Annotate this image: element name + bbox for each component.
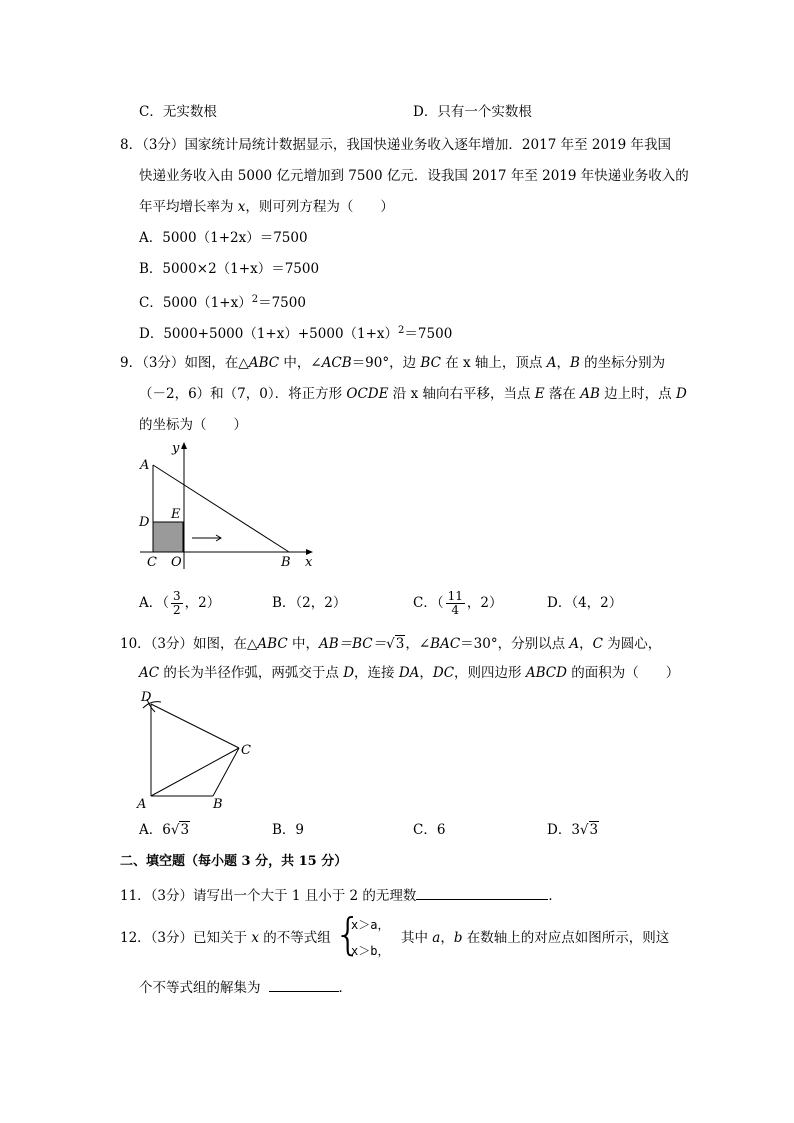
q10-t1c: ，∠ xyxy=(405,636,431,652)
q9-option-a-num: 3 xyxy=(173,589,181,603)
q10-t2e: 的面积为（ ） xyxy=(566,665,680,681)
q8-line-3 xyxy=(139,198,394,216)
q9-option-c-label: C．（ xyxy=(413,595,444,611)
q10-t2c: ，连接 xyxy=(354,665,399,681)
q10-label-b: B xyxy=(213,797,223,812)
q9-t2d: 边上时，点 xyxy=(599,386,676,402)
q10-option-a-pre: A．6 xyxy=(139,822,171,838)
q10-option-a-sqrt: √3 xyxy=(170,822,190,838)
q8-line-1 xyxy=(120,136,671,154)
q12-line-1a xyxy=(120,929,331,947)
q8-option-c xyxy=(139,291,306,312)
q9-option-a-den: 2 xyxy=(173,603,181,617)
q9-t2a: （－2，6）和（7，0）．将正方形 xyxy=(139,386,347,402)
q9-option-c-fraction xyxy=(446,590,465,617)
q9-t2c: 落在 xyxy=(544,386,581,402)
q9-option-b: B．（2，2） xyxy=(272,595,347,611)
q8-option-d-post: ＝7500 xyxy=(404,326,453,342)
q9-option-c-tail: ，2） xyxy=(466,595,503,611)
q8-text-3a: 年平均增长率为 xyxy=(139,199,238,215)
q10-label-a: A xyxy=(137,797,147,812)
q10-option-d-pre: D．3 xyxy=(547,822,580,838)
q9-option-a-tail: ，2） xyxy=(184,595,221,611)
q12-post-b: 在数轴上的对应点如图所示，则这 xyxy=(462,930,670,946)
q12-b: b xyxy=(453,930,463,946)
q12-pre: 已知关于 xyxy=(193,930,252,946)
q9-label-c: C xyxy=(147,555,157,570)
q9-ab: AB xyxy=(580,386,600,402)
q9-option-a-fraction xyxy=(171,590,183,617)
q10-t1b: 中， xyxy=(287,636,319,652)
q9-d: D xyxy=(675,386,687,402)
q9-line-2 xyxy=(139,385,687,403)
q8-number: 8．（3分） xyxy=(120,137,185,153)
q9-t1c: ＝90°，边 xyxy=(351,355,421,371)
q9-line-3: 的坐标为（ ） xyxy=(139,417,247,433)
q12-post-a: 其中 xyxy=(401,930,433,946)
q9-label-b: B xyxy=(281,555,291,570)
q9-label-y: y xyxy=(172,441,180,456)
q10-da: DA xyxy=(398,665,420,681)
q11-end: ． xyxy=(548,888,562,904)
q10-number: 10．（3分） xyxy=(120,636,194,652)
q9-t1b: 中，∠ xyxy=(279,355,322,371)
q9-label-a: A xyxy=(140,458,150,473)
q9-t1d: 在 x 轴上，顶点 xyxy=(440,355,547,371)
q10-label-c: C xyxy=(241,743,251,758)
q9-option-d: D．（4，2） xyxy=(547,595,623,611)
q9-t1a: 如图，在△ xyxy=(184,355,249,371)
q10-a: A xyxy=(569,636,580,652)
q8-option-d-pre: D．5000+5000（1+x）+5000（1+x） xyxy=(139,326,399,342)
q10-line-2 xyxy=(139,664,679,682)
q10-figure xyxy=(133,686,263,814)
q8-option-c-pre: C．5000（1+x） xyxy=(139,295,252,311)
q12-x: x xyxy=(251,930,259,946)
q9-ocde: OCDE xyxy=(346,386,389,402)
q10-radicand: 3 xyxy=(395,636,405,652)
q10-bac: BAC xyxy=(430,636,461,652)
q12-system-brace: { xyxy=(334,909,362,960)
q8-text-1: 国家统计局统计数据显示，我国快递业务收入逐年增加．2017 年至 2019 年我国 xyxy=(184,137,672,153)
q12-end: ． xyxy=(338,980,352,996)
q9-square-ocde xyxy=(153,522,183,552)
section-2-title: 二、填空题（每小题 3 分，共 15 分） xyxy=(120,854,348,869)
q10-option-a-radicand: 3 xyxy=(180,822,190,838)
q10-comma-2: ， xyxy=(419,665,433,681)
q10-d: D xyxy=(343,665,355,681)
q9-figure xyxy=(135,436,325,576)
q9-t2b: 沿 x 轴向右平移，当点 xyxy=(388,386,535,402)
q8-option-a: A．5000（1+2x）＝7500 xyxy=(139,230,308,246)
q12-line-2 xyxy=(139,977,352,997)
q9-y-axis-arrow xyxy=(181,442,187,449)
q12-inequality-1: x＞a， xyxy=(351,918,390,932)
q9-line-1 xyxy=(120,354,665,372)
q9-option-c-den: 4 xyxy=(451,603,460,617)
q10-option-d-radicand: 3 xyxy=(589,822,599,838)
q10-dc: DC xyxy=(432,665,455,681)
q9-bc: BC xyxy=(420,355,441,371)
q8-option-c-post: ＝7500 xyxy=(258,295,306,311)
q10-t1d: ＝30°，分别以点 xyxy=(460,636,570,652)
q12-inequality-2: x＞b， xyxy=(351,944,390,958)
q10-sqrt: √3 xyxy=(386,636,405,652)
q12-line-2-text: 个不等式组的解集为 xyxy=(139,980,261,996)
q9-option-a xyxy=(139,588,220,618)
q10-label-d: D xyxy=(141,690,152,705)
q10-abc: ABC xyxy=(257,636,288,652)
q9-a: A xyxy=(546,355,557,371)
q8-option-c-exponent: 2 xyxy=(251,294,259,305)
q10-t2b: 的长为半径作弧，两弧交于点 xyxy=(159,665,344,681)
q9-t1e: 的坐标分别为 xyxy=(579,355,666,371)
q9-comma: ， xyxy=(556,355,570,371)
q9-label-e: E xyxy=(171,507,181,522)
q10-side-dc xyxy=(151,704,239,748)
q8-option-d-exponent: 2 xyxy=(398,325,405,336)
q7-option-d: D．只有一个实数根 xyxy=(413,104,532,120)
q10-option-d xyxy=(547,821,599,839)
q10-option-c: C．6 xyxy=(413,822,446,838)
q9-b: B xyxy=(569,355,580,371)
q10-option-b: B．9 xyxy=(272,822,305,838)
q11-text: 请写出一个大于 1 且小于 2 的无理数 xyxy=(193,888,417,904)
q10-c: C xyxy=(592,636,603,652)
q9-abc: ABC xyxy=(248,355,280,371)
q12-mid: 的不等式组 xyxy=(258,930,331,946)
q8-option-d xyxy=(139,322,452,343)
q11-answer-blank[interactable] xyxy=(416,885,548,900)
q9-acb: ACB xyxy=(321,355,352,371)
q11-number: 11．（3分） xyxy=(120,888,194,904)
q10-option-d-sqrt: √3 xyxy=(579,822,599,838)
q10-t1e: 为圆心， xyxy=(602,636,662,652)
q8-text-3b: ，则可列方程为（ ） xyxy=(245,199,394,215)
q9-option-a-label: A．（ xyxy=(139,595,169,611)
q10-line-1 xyxy=(120,635,661,653)
q10-abcd: ABCD xyxy=(525,665,567,681)
q10-ac: AC xyxy=(139,665,160,681)
q12-line-1b xyxy=(401,929,669,947)
q9-label-o: O xyxy=(171,555,182,570)
q11-line xyxy=(120,885,562,905)
q12-sep: ， xyxy=(440,930,454,946)
q9-e: E xyxy=(534,386,545,402)
q9-option-c xyxy=(413,588,502,618)
q10-option-a xyxy=(139,821,190,839)
q9-option-c-num: 11 xyxy=(447,589,463,603)
q10-t2d: ，则四边形 xyxy=(454,665,526,681)
q12-answer-blank[interactable] xyxy=(269,977,339,992)
q9-label-d: D xyxy=(139,515,150,530)
q12-a: a xyxy=(432,930,441,946)
q10-ab-eq-bc: AB＝BC＝ xyxy=(318,636,387,652)
q10-t1a: 如图，在△ xyxy=(193,636,258,652)
q8-option-b: B．5000×2（1+x）＝7500 xyxy=(139,261,320,277)
q9-label-x: x xyxy=(305,555,313,570)
q8-line-2: 快递业务收入由 5000 亿元增加到 7500 亿元．设我国 2017 年至 2019 年快递业务收入的 xyxy=(139,168,689,184)
q10-comma: ， xyxy=(579,636,593,652)
q7-option-c: C．无实数根 xyxy=(139,104,217,120)
q8-var-x: x xyxy=(237,199,246,215)
q12-number: 12．（3分） xyxy=(120,930,194,946)
q9-number: 9．（3分） xyxy=(120,355,185,371)
